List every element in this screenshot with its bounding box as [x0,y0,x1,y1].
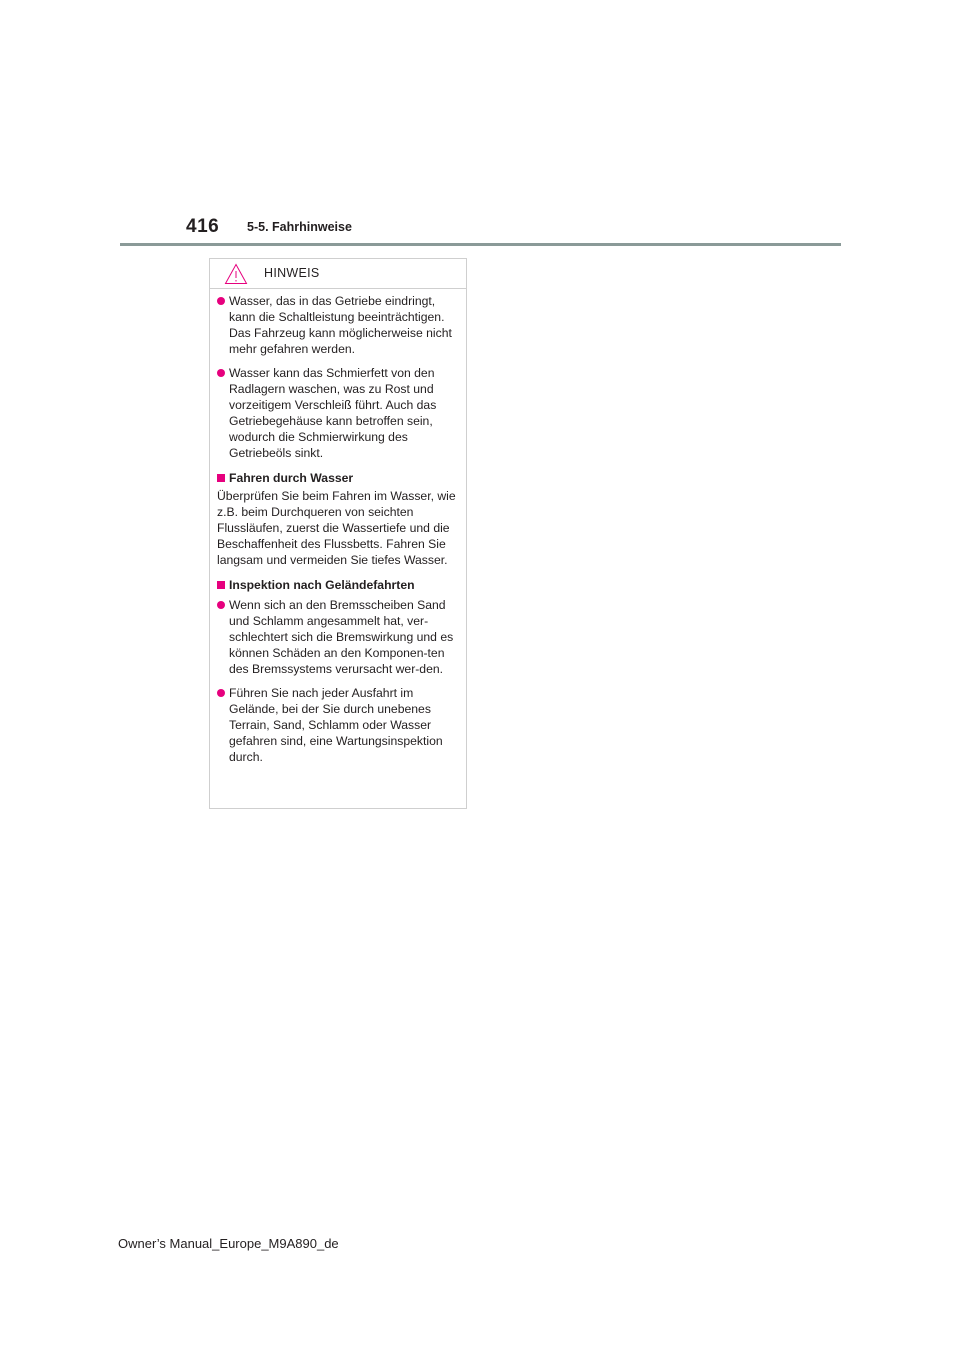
square-bullet-icon [217,474,225,482]
list-item [217,365,458,461]
page-number: 416 [186,216,220,237]
square-bullet-icon [217,581,225,589]
notice-body [210,289,466,765]
warning-triangle-icon [224,263,248,285]
notice-header [210,259,466,289]
bullet-icon [217,601,225,609]
footer-text: Owner’s Manual_Europe_M9A890_de [118,1236,339,1251]
bullet-icon [217,689,225,697]
bullet-text: Wenn sich an den Bremsscheiben Sand und Schlamm angesammelt hat, ver-schlechtert sich die Bremswirkung und es können Schäden an den Komponen-ten des Bremssystems verursacht wer-den. [229,598,454,676]
bullet-icon [217,297,225,305]
section-title: 5-5. Fahrhinweise [247,220,352,234]
subheading-water: Fahren durch Wasser [217,470,458,486]
subheading-inspection: Inspektion nach Geländefahrten [217,577,458,593]
bullet-text: Führen Sie nach jeder Ausfahrt im Gelände, bei der Sie durch unebenes Terrain, Sand, Schlamm oder Wasser gefahren sind, eine Wartungsinspektion durch. [229,686,443,764]
notice-box [209,258,467,809]
bullet-text: Wasser, das in das Getriebe eindringt, kann die Schaltleistung beeinträchtigen. Das Fahrzeug kann möglicherweise nicht mehr gefahren werden. [229,294,452,356]
header-rule [120,243,841,246]
paragraph-water: Überprüfen Sie beim Fahren im Wasser, wie z.B. beim Durchqueren von seichten Flussläufen, zuerst die Wassertiefe und die Beschaffenheit des Flussbetts. Fahren Sie langsam und vermeiden Sie tiefes Wasser. [217,489,456,567]
notice-label: HINWEIS [264,266,320,280]
list-item [217,685,458,765]
list-item [217,597,458,677]
list-item [217,293,458,357]
bullet-icon [217,369,225,377]
bullet-text: Wasser kann das Schmierfett von den Radlagern waschen, was zu Rost und vorzeitigem Verschleiß führt. Auch das Getriebegehäuse kann betroffen sein, wodurch die Schmierwirkung des Getriebeöls sinkt. [229,366,437,460]
